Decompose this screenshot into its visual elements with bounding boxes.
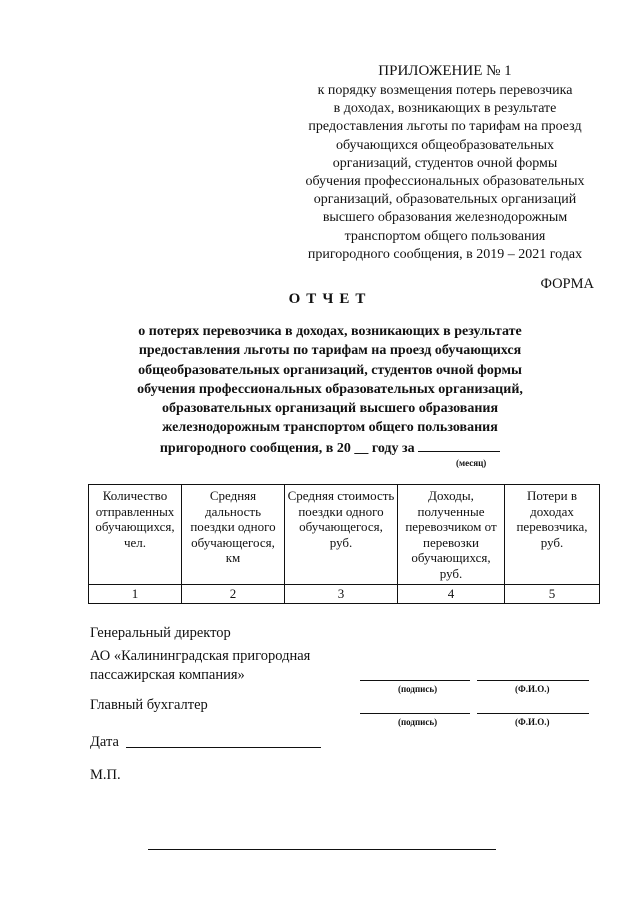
accountant-signature-caption: (подпись) [398,717,438,727]
month-blank-field[interactable] [418,438,500,452]
appendix-line: предоставления льготы по тарифам на проезд [308,119,582,135]
accountant-name-line[interactable] [477,713,589,714]
table-header-row [89,485,600,585]
header-cell-students-count: Количество отправленных обучающихся, чел. [89,485,182,585]
subtitle-line: обучения профессиональных образовательных организаций, [137,381,523,397]
subtitle-last-text: пригородного сообщения, в 20 __ году за [159,440,415,456]
header-cell-carrier-losses: Потери в доходах перевозчика, руб. [505,485,600,585]
report-title: ОТЧЕТ [288,291,372,307]
report-subtitle [60,322,600,458]
accountant-signature-line[interactable] [360,713,470,714]
column-number: 2 [182,585,285,604]
column-number: 1 [89,585,182,604]
table-number-row [89,585,600,604]
losses-table [88,484,600,604]
header-cell-carrier-income: Доходы, полученные перевозчиком от перевозки обучающихся, руб. [398,485,505,585]
accountant-name-caption: (Ф.И.О.) [515,717,550,727]
subtitle-line: предоставления льготы по тарифам на проезд обучающихся [138,343,522,359]
date-label: Дата [90,734,119,750]
header-cell-average-cost: Средняя стоимость поездки одного обучающегося, руб. [285,485,398,585]
director-block [90,624,310,685]
column-number: 3 [285,585,398,604]
month-caption: (месяц) [456,458,487,468]
appendix-line: организаций, образовательных организаций [313,192,577,208]
column-number: 5 [505,585,600,604]
subtitle-line: общеобразовательных организаций, студентов очной формы [138,362,522,378]
subtitle-last-line [60,438,600,458]
accountant-title: Главный бухгалтер [90,697,208,713]
header-cell-average-distance: Средняя дальность поездки одного обучающегося, км [182,485,285,585]
appendix-line: обучающихся общеобразовательных [335,137,555,153]
stamp-label: М.П. [90,767,121,783]
subtitle-line: железнодорожным транспортом общего пользования [162,420,498,436]
company-name-line-2: пассажирская компания» [90,667,245,683]
director-name-caption: (Ф.И.О.) [515,684,550,694]
director-title: Генеральный директор [90,625,231,641]
appendix-line: к порядку возмещения потерь перевозчика [317,83,573,98]
appendix-line: в доходах, возникающих в результате [333,101,557,117]
director-signature-caption: (подпись) [398,684,438,694]
appendix-line: транспортом общего пользования [344,228,546,244]
column-number: 4 [398,585,505,604]
appendix-line: обучения профессиональных образовательных [305,174,585,190]
director-name-line[interactable] [477,680,589,681]
subtitle-line: образовательных организаций высшего образования [161,401,499,417]
form-label: ФОРМА [540,276,594,292]
appendix-line: пригородного сообщения, в 2019 – 2021 годах [307,246,583,262]
appendix-line: организаций, студентов очной формы [332,155,558,171]
appendix-title: ПРИЛОЖЕНИЕ № 1 [378,63,512,79]
subtitle-line: о потерях перевозчика в доходах, возникающих в результате [138,324,522,339]
company-name-line-1: АО «Калининградская пригородная [90,648,311,664]
bottom-separator-line [148,849,496,850]
appendix-description [280,82,610,264]
appendix-line: высшего образования железнодорожным [322,210,568,226]
director-signature-line[interactable] [360,680,470,681]
date-input-line[interactable] [126,747,321,748]
